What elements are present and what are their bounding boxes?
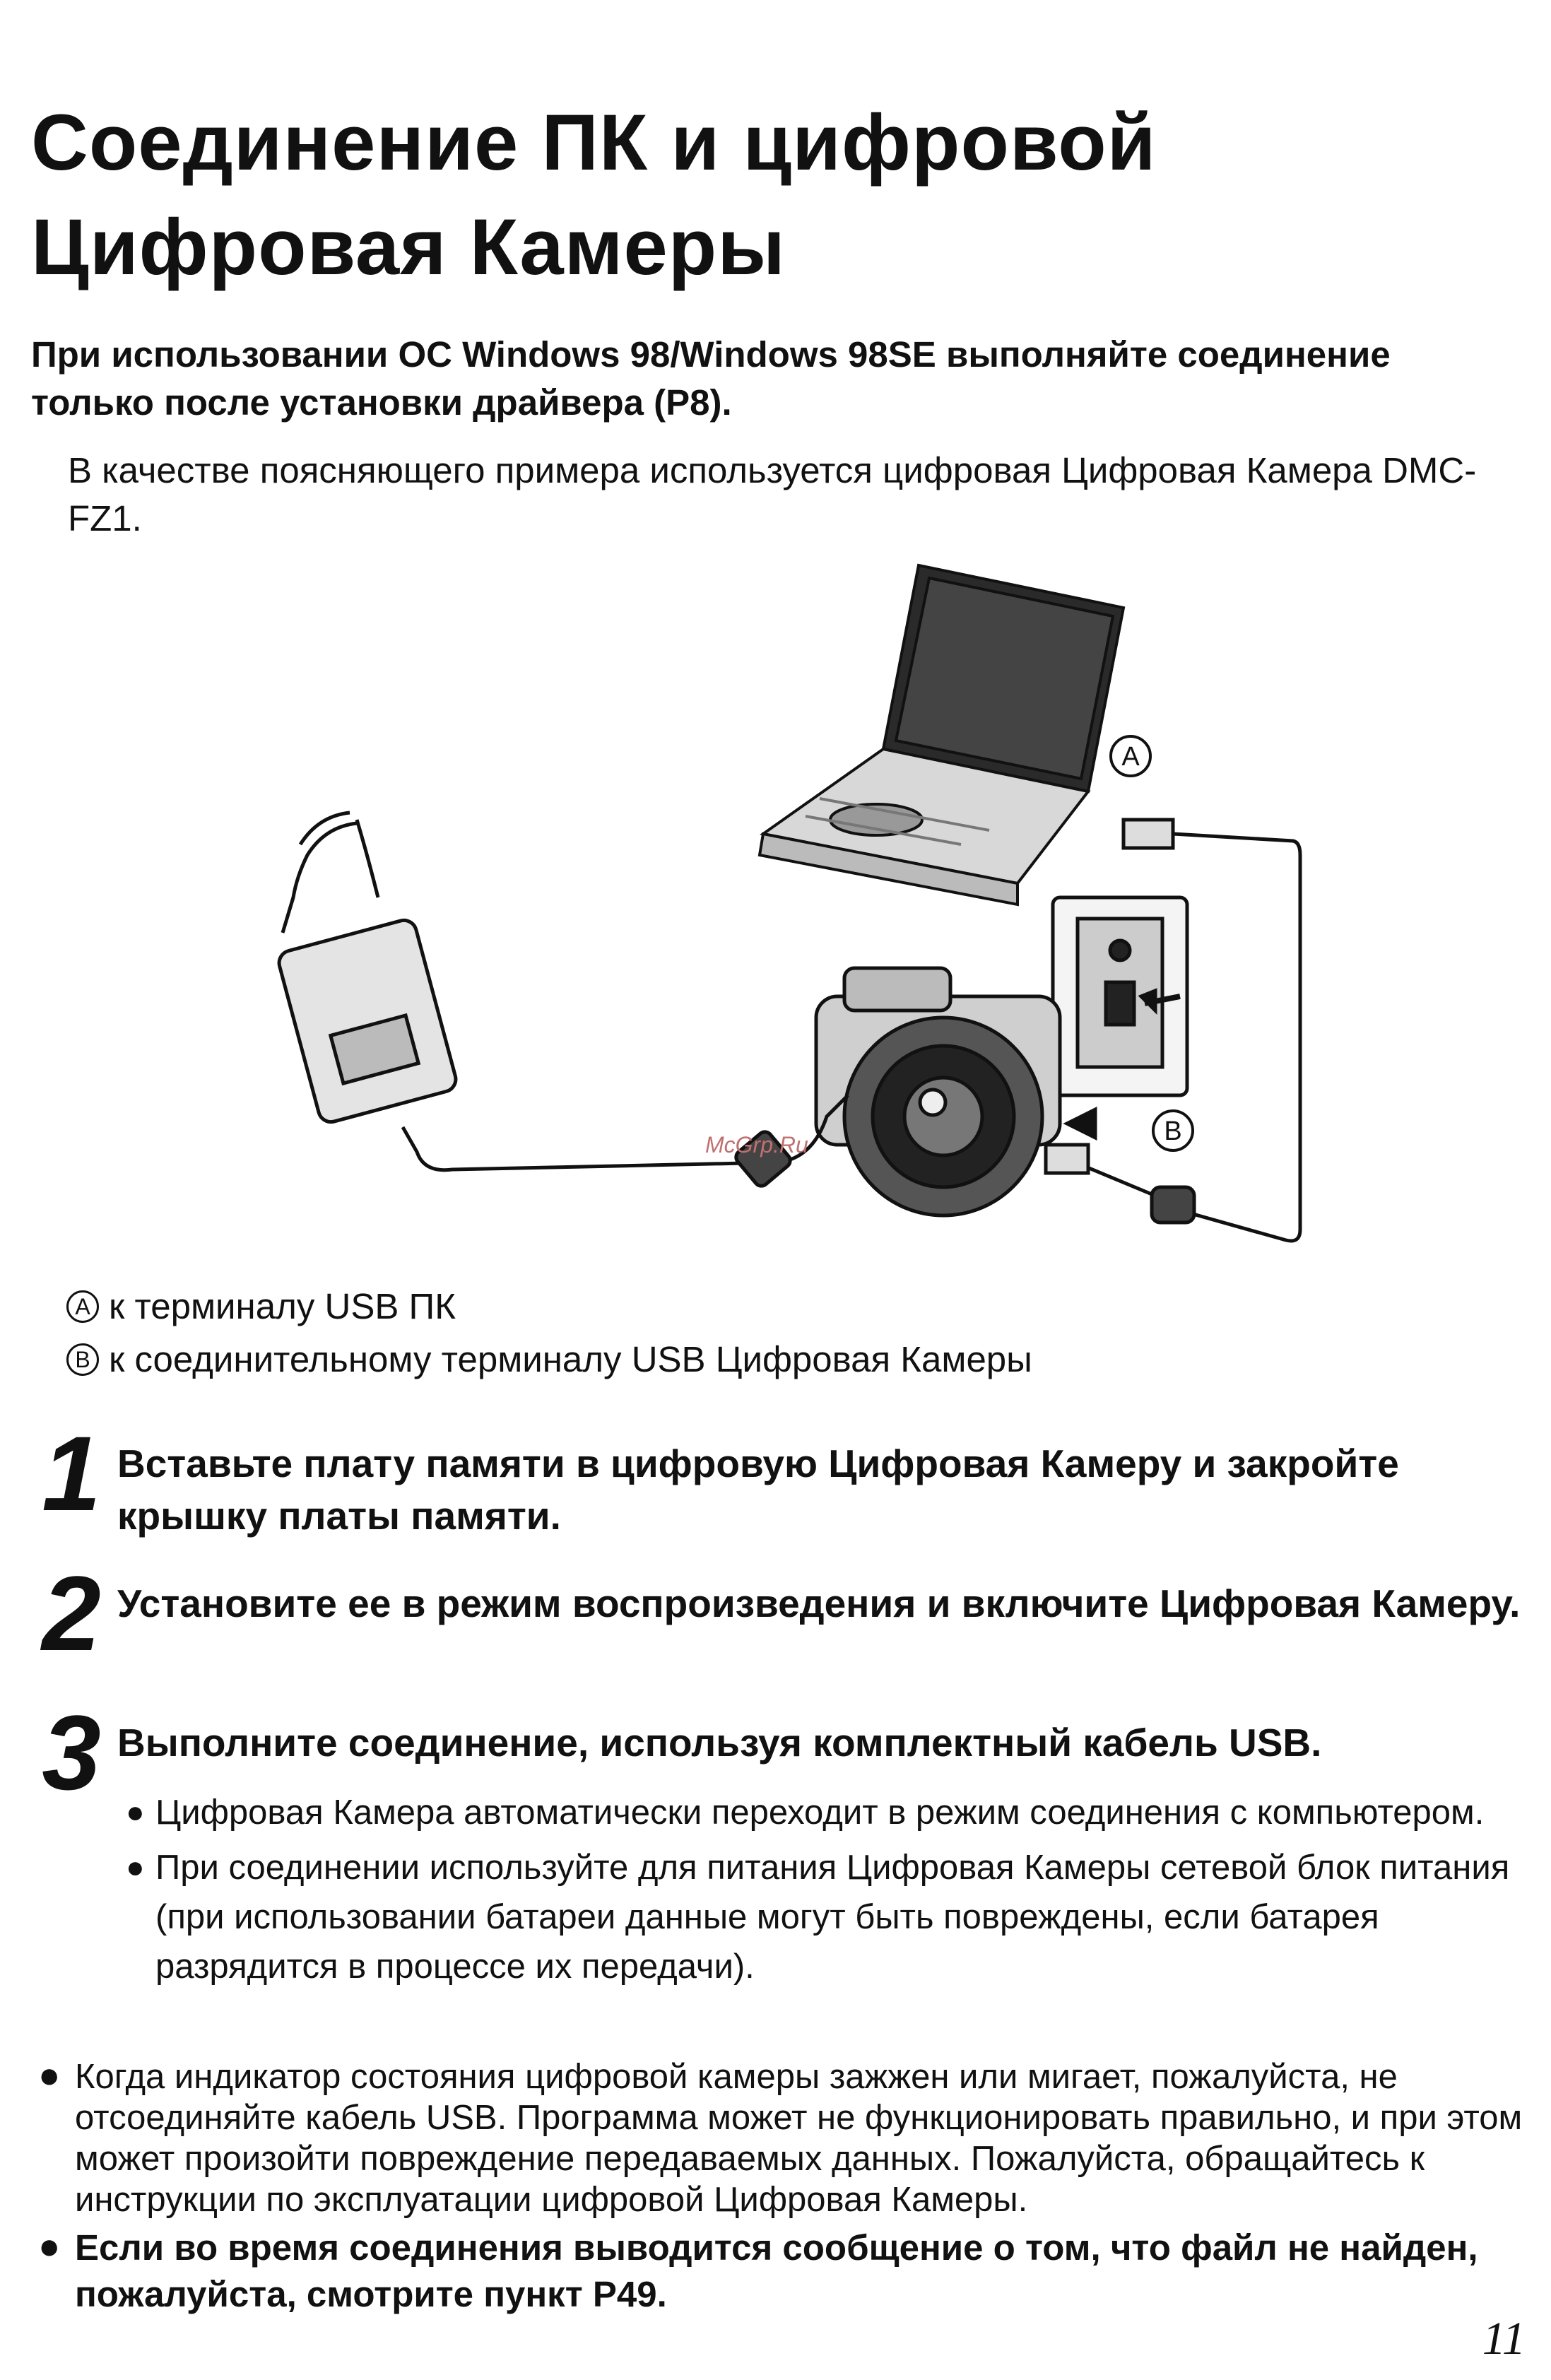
note-file-not-found-text: Если во время соединения выводится сообщение о том, что файл не найден, пожалуйста, смотрите пункт P49.	[75, 2227, 1478, 2314]
caption-a-marker: A	[66, 1290, 99, 1323]
note-usb-indicator-text: Когда индикатор состояния цифровой камеры зажжен или мигает, пожалуйста, не отсоединяйте кабель USB. Программа может не функционировать правильно, и при этом может произойти повреждение передаваемых данных. Пожалуйста, обращайтесь к инструкции по эксплуатации цифровой Цифровая Камеры.	[75, 2058, 1523, 2219]
note-file-not-found	[35, 2225, 1533, 2318]
windows-warning-line-1: При использовании ОС Windows 98/Windows 98SE выполняйте соединение	[31, 334, 1391, 375]
bullet-dot: ●	[126, 1850, 145, 1885]
terminal-inset	[1053, 897, 1187, 1095]
example-note: В качестве поясняющего примера используется цифровая Цифровая Камера DMC-FZ1.	[68, 450, 1477, 538]
step-3-bullets	[126, 1788, 1532, 1997]
note-dot: ●	[38, 2055, 61, 2096]
title-line-1: Соединение ПК и цифровой	[31, 98, 1157, 187]
windows-warning	[31, 331, 1487, 427]
page-number: 11	[1482, 2313, 1526, 2364]
step-3-number: 3	[42, 1693, 101, 1812]
caption-b-marker: B	[66, 1343, 99, 1376]
step-3-text: Выполните соединение, используя комплектный кабель USB.	[117, 1721, 1322, 1765]
label-b-text: B	[1164, 1117, 1182, 1146]
title-line-2: Цифровая Камеры	[31, 203, 786, 291]
caption-a	[66, 1285, 456, 1329]
camera-illustration	[816, 968, 1095, 1215]
page-title	[31, 90, 1374, 300]
watermark-text: McGrp.Ru	[705, 1132, 808, 1157]
caption-b-text: к соединительному терминалу USB Цифровая Камеры	[109, 1339, 1032, 1379]
step-3-bullet-1-text: Цифровая Камера автоматически переходит в режим соединения с компьютером.	[155, 1793, 1485, 1832]
label-a-marker	[1111, 736, 1150, 776]
note-usb-indicator	[35, 2056, 1533, 2220]
step-3-bullet-2-text: При соединении используйте для питания Цифровая Камеры сетевой блок питания (при использовании батареи данные могут быть повреждены, если батарея разрядится в процессе их передачи).	[155, 1849, 1510, 1986]
label-b-marker	[1153, 1111, 1193, 1150]
laptop-illustration	[760, 565, 1124, 905]
step-3-bullet-2	[126, 1843, 1532, 1991]
step-1-number: 1	[42, 1414, 101, 1533]
step-2-text: Установите ее в режим воспроизведения и включите Цифровая Камеру.	[117, 1581, 1521, 1625]
bullet-dot: ●	[126, 1795, 145, 1830]
step-2-number: 2	[42, 1554, 101, 1673]
step-1-text: Вставьте плату памяти в цифровую Цифровая Камеру и закройте крышку платы памяти.	[117, 1442, 1399, 1538]
step-3-bullet-1	[126, 1788, 1532, 1837]
caption-a-text: к терминалу USB ПК	[109, 1286, 456, 1326]
label-a-text: A	[1121, 742, 1140, 772]
note-dot: ●	[38, 2226, 61, 2267]
windows-warning-line-2: только после установки драйвера (P8).	[31, 382, 732, 423]
notes-list	[35, 2056, 1533, 2322]
caption-b	[66, 1338, 1032, 1382]
